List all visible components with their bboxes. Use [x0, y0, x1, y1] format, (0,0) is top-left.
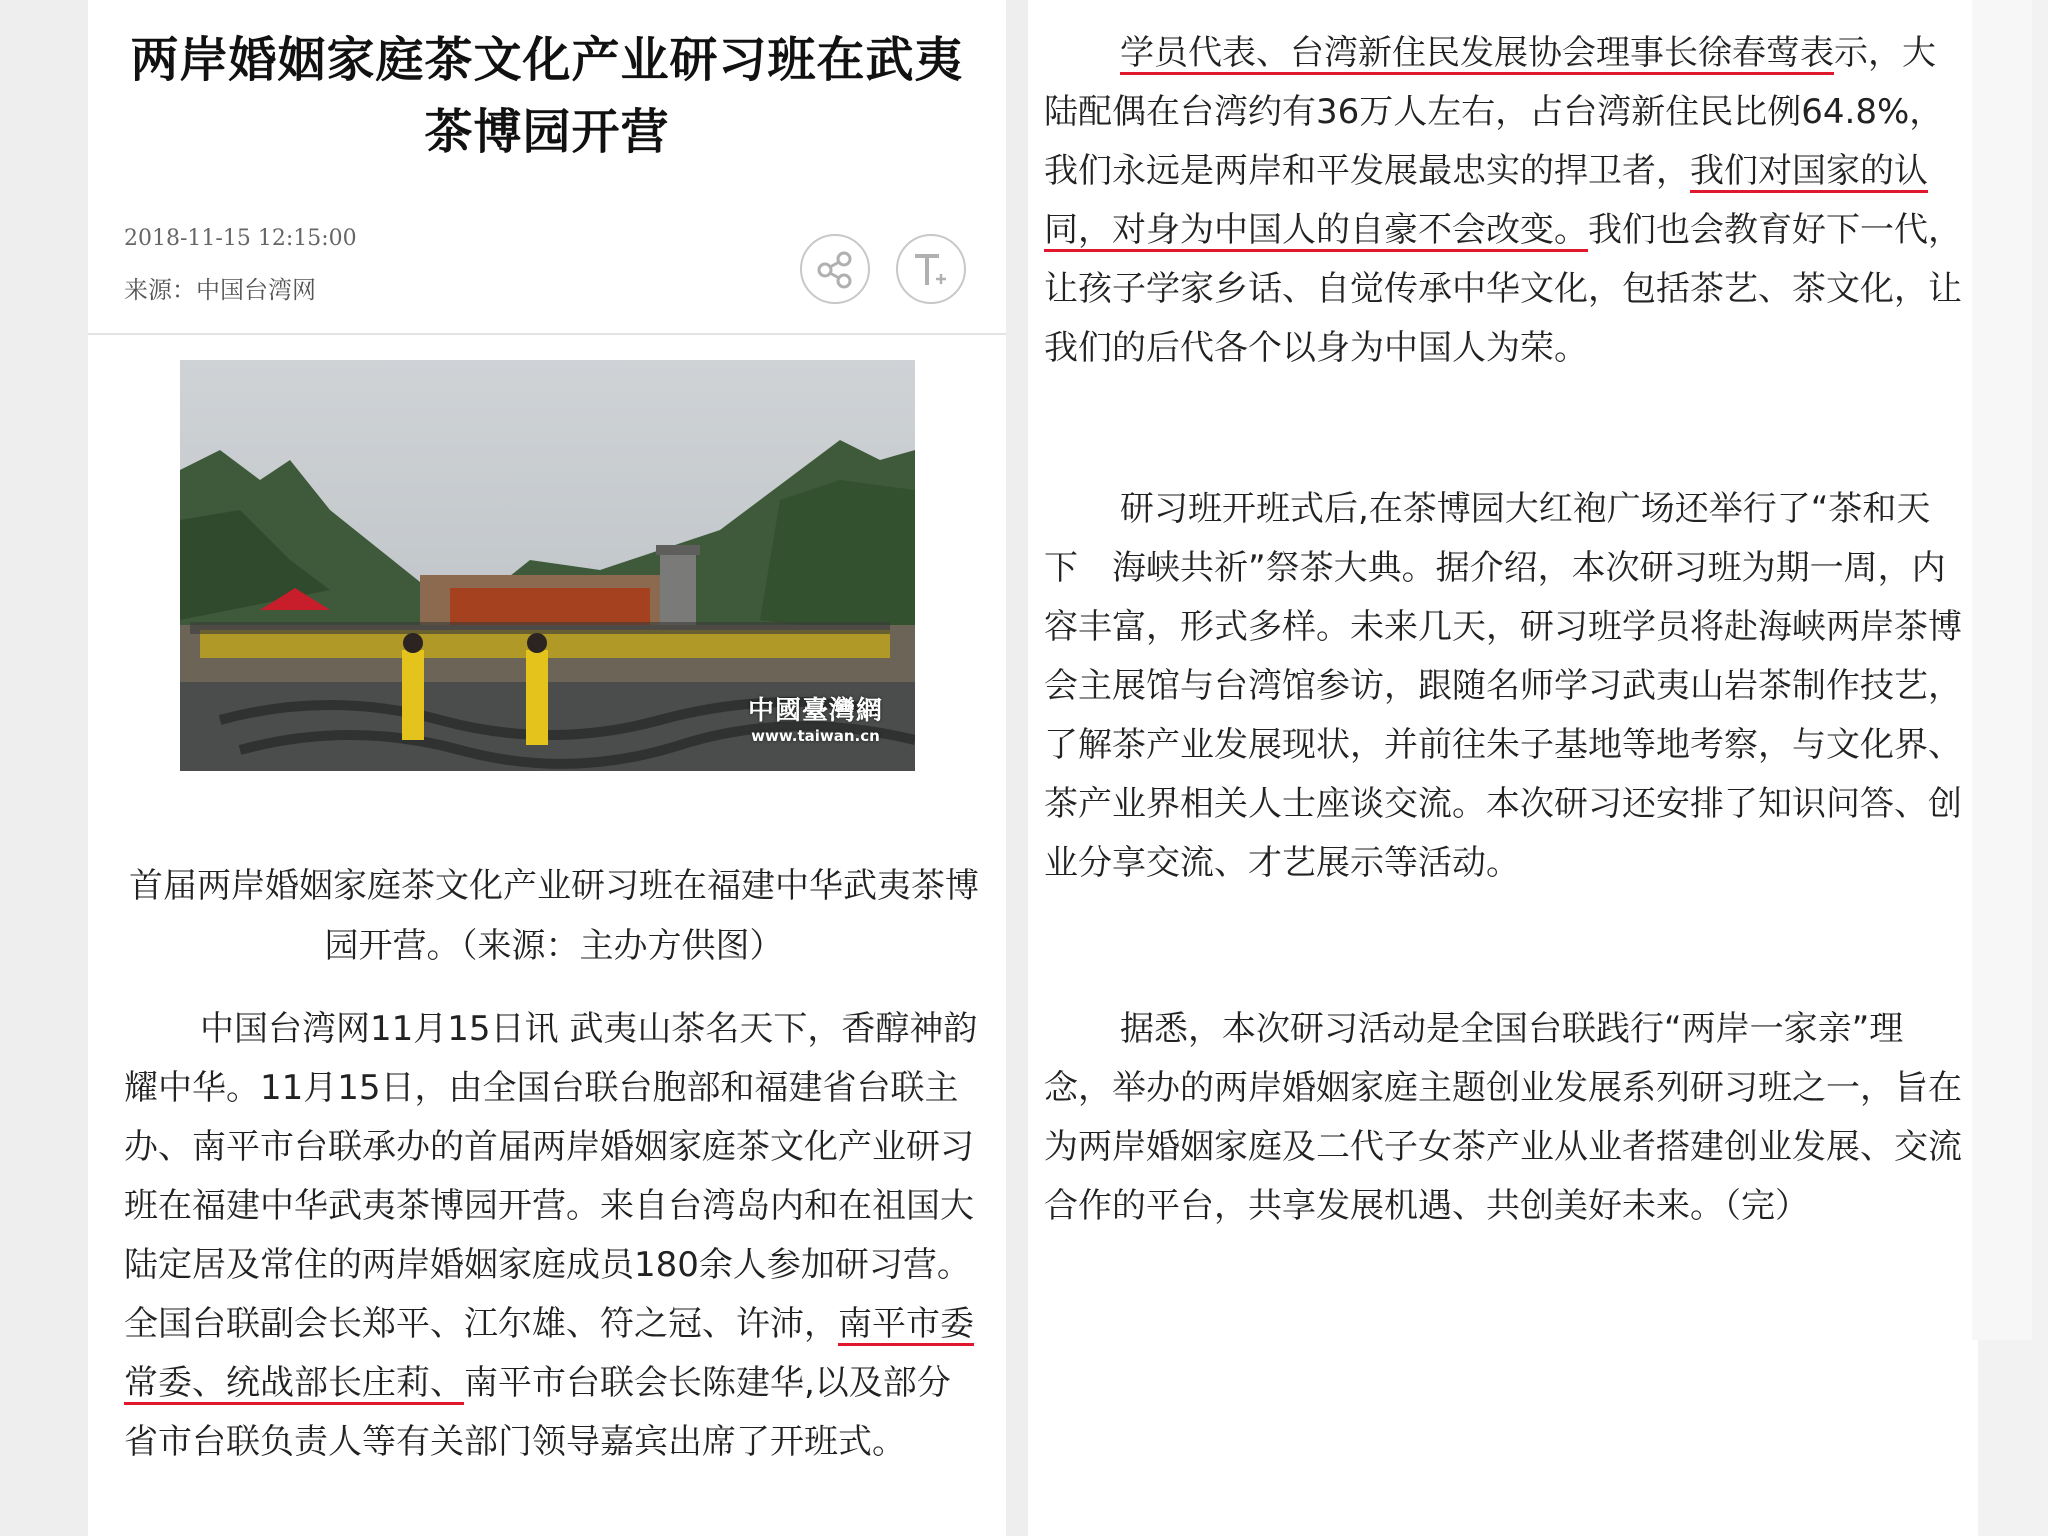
article-right-column — [1028, 0, 1978, 1536]
share-icon — [802, 236, 868, 302]
photo-caption: 首届两岸婚姻家庭茶文化产业研习班在福建中华武夷茶博园开营。（来源：主办方供图） — [129, 866, 979, 966]
article-source: 来源：中国台湾网 — [124, 276, 316, 304]
publish-date: 2018-11-15 12:15:00 — [124, 226, 357, 251]
font-size-icon — [898, 236, 964, 302]
article-title: 两岸婚姻家庭茶文化产业研习班在武夷茶博园开营 — [130, 32, 964, 160]
highlighted-text: 学员代表、台湾新住民发展协会理事长徐春莺表 — [1120, 33, 1834, 73]
article-paragraph: 研习班开班式后,在茶博园大红袍广场还举行了“茶和天下 海峡共祈”祭茶大典。据介绍，本次研习班为期一周，内容丰富，形式多样。未来几天，研习班学员将赴海峡两岸茶博会主展馆与台湾馆参访，跟随名师学习武夷山岩茶制作技艺，了解茶产业发展现状，并前往朱子基地等地考察，与文化界、茶产业界相关人士座谈交流。本次研习还安排了知识问答、创业分享交流、才艺展示等活动。 — [1044, 489, 1962, 883]
highlighted-text: 南平市委常委、统战部长庄莉、 — [124, 1304, 974, 1403]
article-left-column — [88, 0, 1006, 1536]
article-paragraph: 中国台湾网11月15日讯 武夷山茶名天下，香醇神韵耀中华。11月15日，由全国台联台胞部和福建省台联主办、南平市台联承办的首届两岸婚姻家庭茶文化产业研习班在福建中华武夷茶博园开营。来自台湾岛内和在祖国大陆定居及常住的两岸婚姻家庭成员180余人参加研习营。全国台联副会长郑平、江尔雄、符之冠、许沛，南平市委常委、统战部长庄莉、南平市台联会长陈建华,以及部分省市台联负责人等有关部门领导嘉宾出席了开班式。 — [124, 1009, 978, 1462]
photo-watermark: 中國臺灣網 www.taiwan.cn — [747, 696, 883, 745]
scrollbar-thumb[interactable] — [1972, 0, 2032, 1340]
article-paragraph: 学员代表、台湾新住民发展协会理事长徐春莺表示，大陆配偶在台湾约有36万人左右，占台湾新住民比例64.8%，我们永远是两岸和平发展最忠实的捍卫者，我们对国家的认同，对身为中国人的自豪不会改变。我们也会教育好下一代，让孩子学家乡话、自觉传承中华文化，包括茶艺、茶文化，让我们的后代各个以身为中国人为荣。 — [1044, 33, 1962, 368]
article-paragraph: 据悉，本次研习活动是全国台联践行“两岸一家亲”理念，举办的两岸婚姻家庭主题创业发展系列研习班之一，旨在为两岸婚姻家庭及二代子女茶产业从业者搭建创业发展、交流合作的平台，共享发展机遇、共创美好未来。（完） — [1044, 1009, 1962, 1226]
font-size-button[interactable] — [896, 234, 966, 304]
article-photo — [180, 360, 915, 771]
share-button[interactable] — [800, 234, 870, 304]
header-divider — [88, 333, 1006, 335]
highlighted-text: 我们对国家的认同，对身为中国人的自豪不会改变。 — [1044, 151, 1928, 250]
